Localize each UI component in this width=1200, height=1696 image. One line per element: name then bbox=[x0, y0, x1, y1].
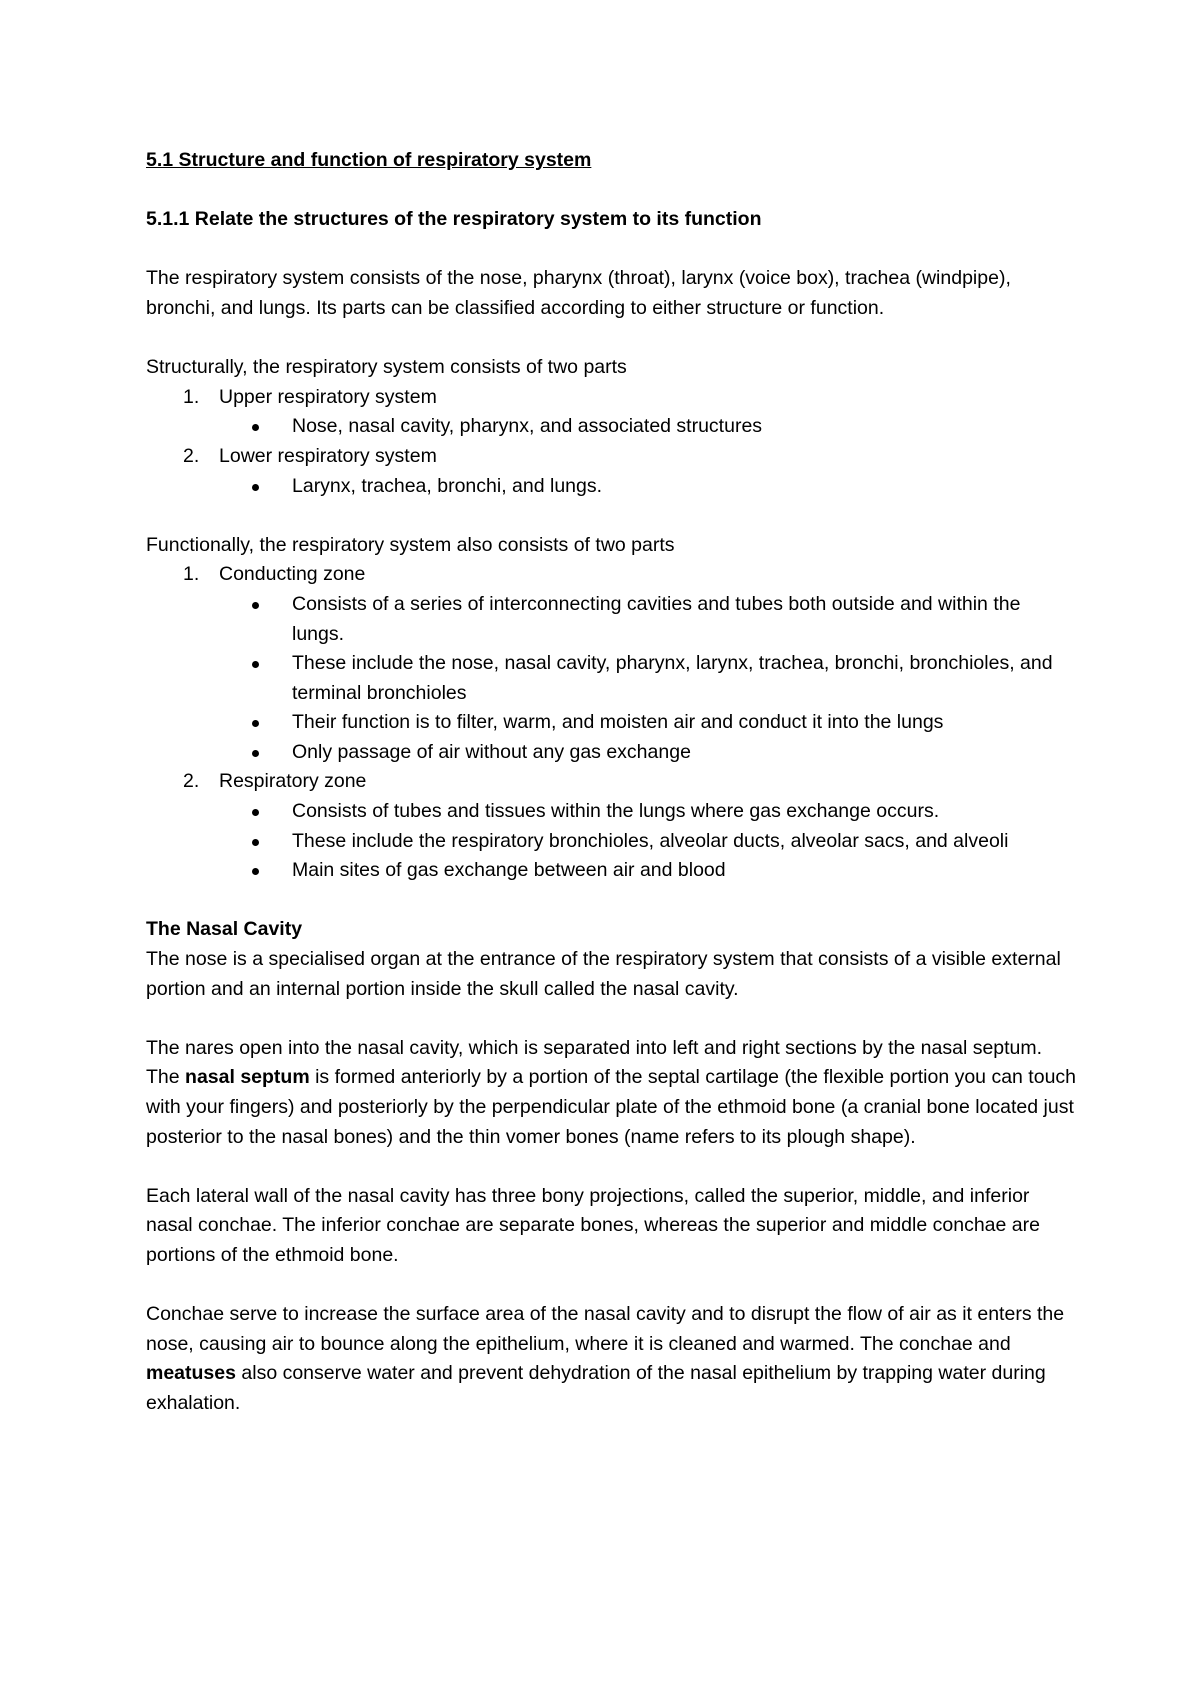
bullet-item bbox=[146, 649, 1076, 708]
nasal-septum-term: nasal septum bbox=[185, 1066, 310, 1089]
nasal-paragraph-4 bbox=[146, 1300, 1076, 1418]
bullet-icon bbox=[252, 809, 259, 816]
document-content bbox=[146, 146, 1076, 1419]
list-number: 1. bbox=[183, 563, 200, 586]
bullet-text: Consists of tubes and tissues within the lungs where gas exchange occurs. bbox=[292, 800, 940, 823]
bullet-text: Main sites of gas exchange between air and blood bbox=[292, 859, 726, 882]
bullet-item bbox=[146, 472, 1076, 502]
functional-lead: Functionally, the respiratory system also consists of two parts bbox=[146, 533, 675, 556]
structural-lead: Structurally, the respiratory system consists of two parts bbox=[146, 356, 627, 379]
bullet-icon bbox=[252, 661, 259, 668]
list-item-label: Respiratory zone bbox=[219, 770, 367, 793]
bullet-item bbox=[146, 827, 1076, 857]
bullet-icon bbox=[252, 484, 259, 491]
list-number: 1. bbox=[183, 385, 200, 408]
list-item bbox=[146, 560, 1076, 590]
bullet-icon bbox=[252, 750, 259, 757]
bullet-text: Their function is to filter, warm, and moisten air and conduct it into the lungs bbox=[292, 711, 944, 734]
bullet-icon bbox=[252, 839, 259, 846]
nasal-paragraph-4-text-b: also conserve water and prevent dehydration of the nasal epithelium by trapping water during exhalation. bbox=[146, 1362, 1046, 1414]
list-item bbox=[146, 383, 1076, 413]
list-item-label: Conducting zone bbox=[219, 563, 366, 586]
bullet-text: Consists of a series of interconnecting cavities and tubes both outside and within the lungs. bbox=[292, 592, 1021, 645]
bullet-item bbox=[146, 856, 1076, 886]
list-number: 2. bbox=[183, 770, 200, 793]
list-item-label: Upper respiratory system bbox=[219, 385, 437, 408]
list-number: 2. bbox=[183, 444, 200, 467]
bullet-icon bbox=[252, 868, 259, 875]
bullet-icon bbox=[252, 602, 259, 609]
nasal-cavity-heading: The Nasal Cavity bbox=[146, 918, 303, 941]
bullet-text: Only passage of air without any gas exchange bbox=[292, 740, 691, 763]
meatuses-term: meatuses bbox=[146, 1362, 236, 1385]
nasal-paragraph-2-text-b: is formed anteriorly by a portion of the septal cartilage (the flexible portion you can touch with your fingers) and posteriorly by the perpendicular plate of the ethmoid bone (a cranial bone located just posterior to the nasal bones) and the thin vomer bones (name refers to its plough shape). bbox=[146, 1066, 1077, 1148]
bullet-item bbox=[146, 797, 1076, 827]
bullet-icon bbox=[252, 424, 259, 431]
list-item bbox=[146, 767, 1076, 797]
list-item-label: Lower respiratory system bbox=[219, 444, 437, 467]
bullet-icon bbox=[252, 720, 259, 727]
nasal-paragraph-1: The nose is a specialised organ at the entrance of the respiratory system that consists of a visible external portion and an internal portion inside the skull called the nasal cavity. bbox=[146, 948, 1061, 1000]
subsection-title: 5.1.1 Relate the structures of the respiratory system to its function bbox=[146, 208, 762, 231]
bullet-item bbox=[146, 708, 1076, 738]
nasal-paragraph-2 bbox=[146, 1034, 1076, 1152]
nasal-paragraph-3: Each lateral wall of the nasal cavity has three bony projections, called the superior, middle, and inferior nasal conchae. The inferior conchae are separate bones, whereas the superior and middle conchae are portions of the ethmoid bone. bbox=[146, 1184, 1040, 1266]
intro-paragraph: The respiratory system consists of the nose, pharynx (throat), larynx (voice box), trachea (windpipe), bronchi, and lungs. Its parts can be classified according to either structure or function. bbox=[146, 267, 1011, 319]
nasal-paragraph-4-text-a: Conchae serve to increase the surface area of the nasal cavity and to disrupt the flow of air as it enters the nose, causing air to bounce along the epithelium, where it is cleaned and warmed. The conchae and bbox=[146, 1303, 1065, 1355]
bullet-item bbox=[146, 738, 1076, 768]
bullet-item bbox=[146, 412, 1076, 442]
section-title: 5.1 Structure and function of respiratory system bbox=[146, 149, 592, 171]
list-item bbox=[146, 442, 1076, 472]
bullet-text: These include the respiratory bronchioles, alveolar ducts, alveolar sacs, and alveoli bbox=[292, 829, 1009, 852]
bullet-text: Nose, nasal cavity, pharynx, and associated structures bbox=[292, 415, 763, 438]
nasal-paragraph-2-text-a: The nares open into the nasal cavity, which is separated into left and right sections by the nasal septum. The bbox=[146, 1036, 1043, 1089]
bullet-text: Larynx, trachea, bronchi, and lungs. bbox=[292, 474, 603, 497]
bullet-item bbox=[146, 590, 1076, 649]
bullet-text: These include the nose, nasal cavity, pharynx, larynx, trachea, bronchi, bronchioles, and terminal bronchioles bbox=[292, 652, 1053, 704]
